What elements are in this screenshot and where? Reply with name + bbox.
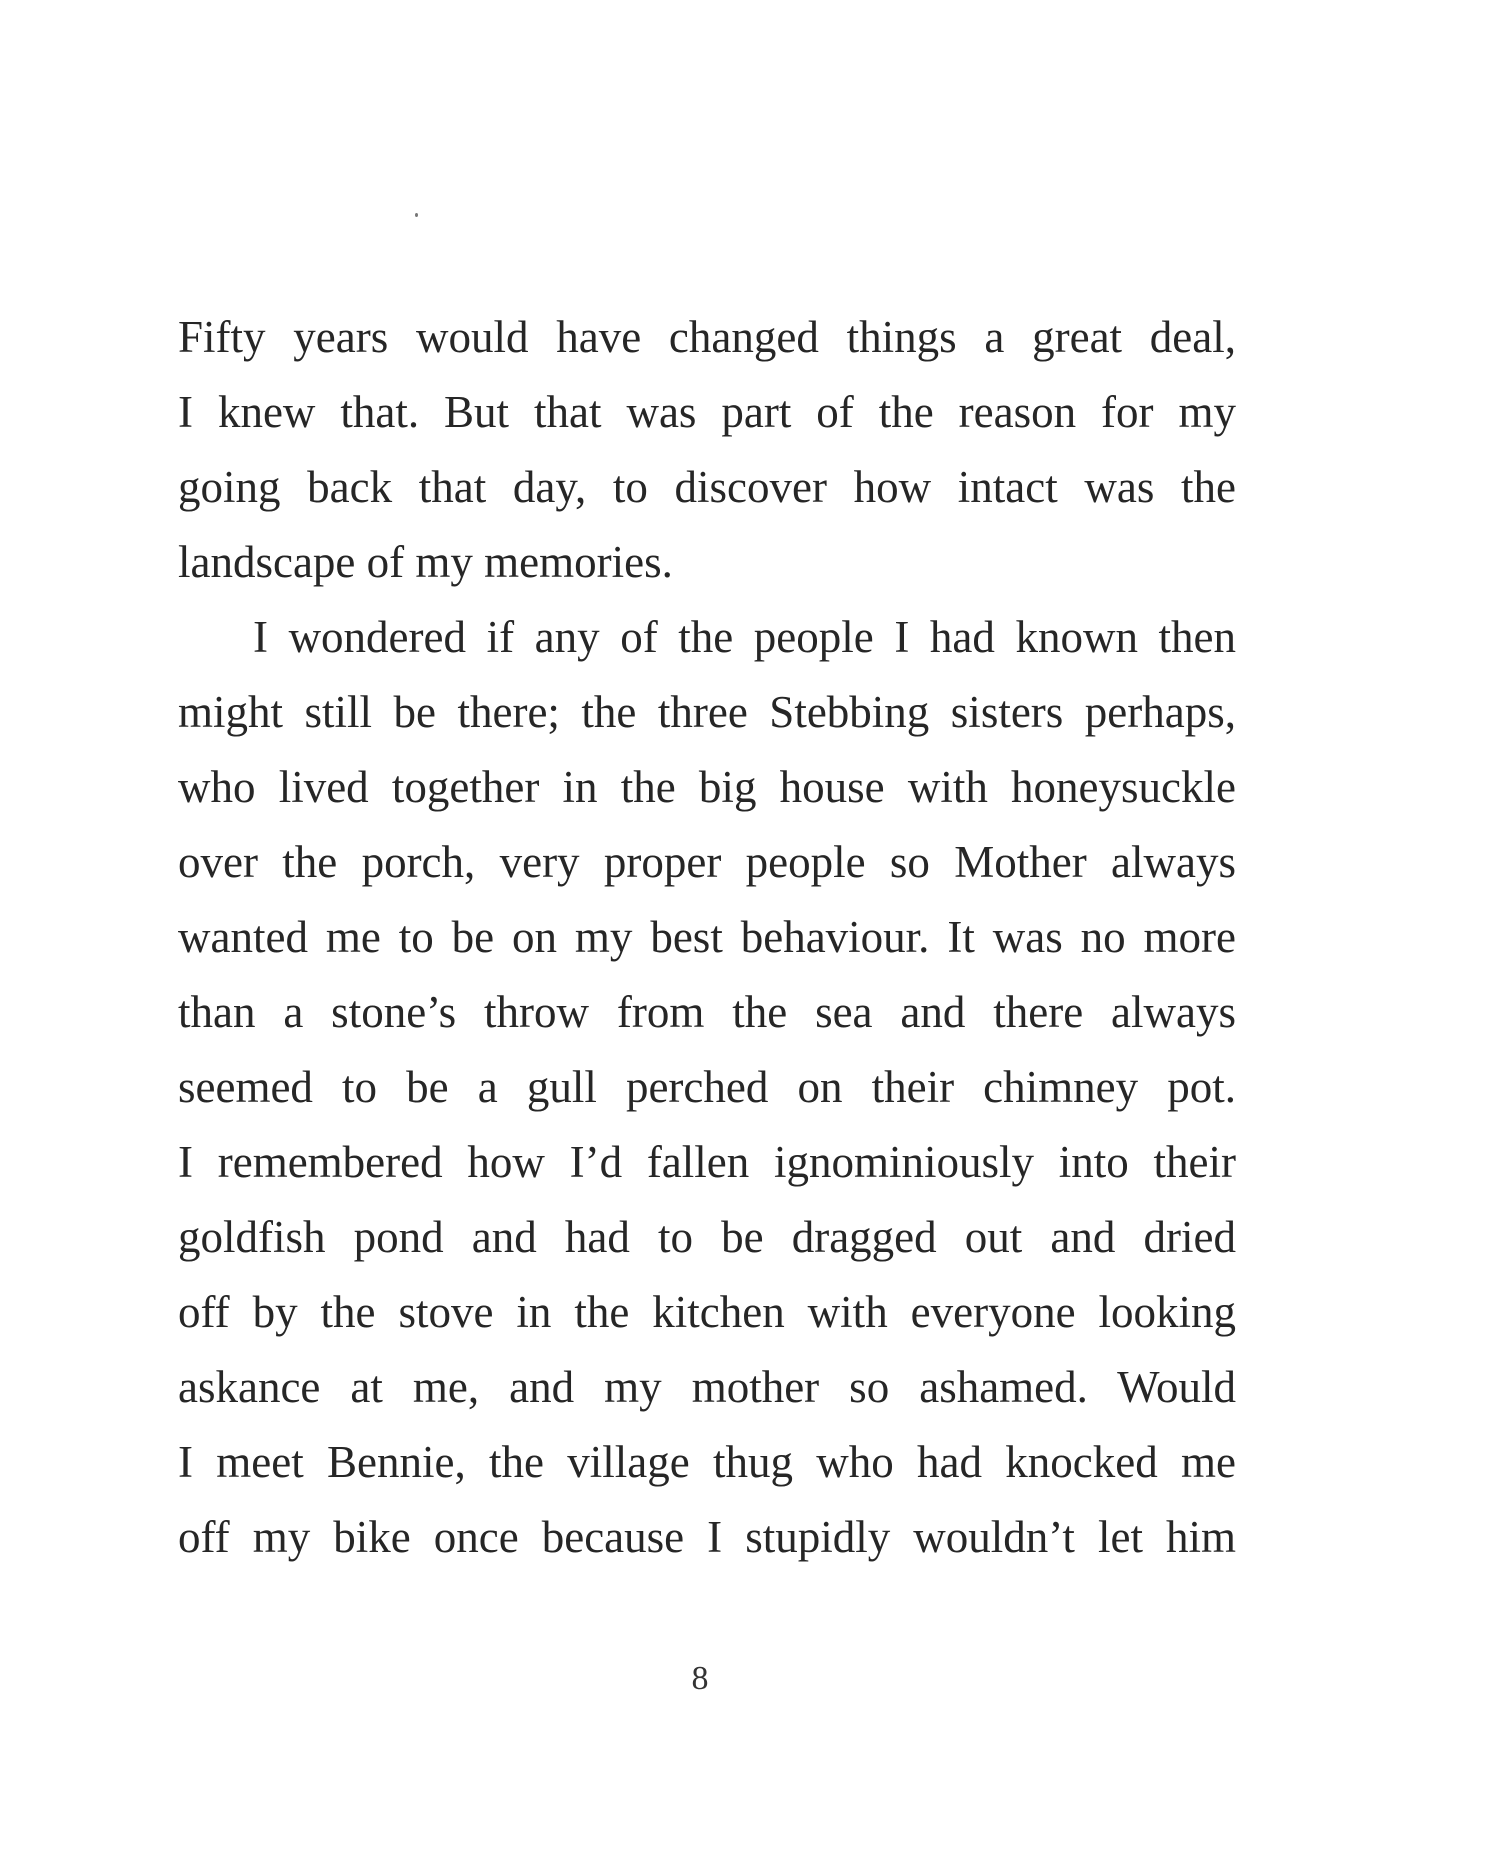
text-line: I meet Bennie, the village thug who had knocked me bbox=[178, 1437, 1236, 1487]
text-line: wanted me to be on my best behaviour. It was no more bbox=[178, 912, 1236, 962]
page-number: 8 bbox=[691, 1660, 709, 1697]
text-line: off my bike once because I stupidly wouldn’t let him bbox=[178, 1512, 1236, 1562]
text-line: might still be there; the three Stebbing sisters perhaps, bbox=[178, 687, 1236, 737]
text-line: I knew that. But that was part of the reason for my bbox=[178, 387, 1236, 437]
text-line: I remembered how I’d fallen ignominiously into their bbox=[178, 1137, 1236, 1187]
text-line: goldfish pond and had to be dragged out and dried bbox=[178, 1212, 1236, 1262]
text-line: over the porch, very proper people so Mother always bbox=[178, 837, 1236, 887]
scan-speck bbox=[415, 213, 418, 217]
text-line: going back that day, to discover how intact was the bbox=[178, 462, 1236, 512]
text-line: who lived together in the big house with honeysuckle bbox=[178, 762, 1236, 812]
text-line: askance at me, and my mother so ashamed. Would bbox=[178, 1362, 1236, 1412]
text-line: Fifty years would have changed things a great deal, bbox=[178, 312, 1236, 362]
text-line: than a stone’s throw from the sea and there always bbox=[178, 987, 1236, 1037]
text-line: I wondered if any of the people I had known then bbox=[253, 612, 1236, 662]
body-text bbox=[178, 300, 1236, 1575]
text-line: off by the stove in the kitchen with everyone looking bbox=[178, 1287, 1236, 1337]
text-line: landscape of my memories. bbox=[178, 537, 673, 587]
text-line: seemed to be a gull perched on their chimney pot. bbox=[178, 1062, 1236, 1112]
